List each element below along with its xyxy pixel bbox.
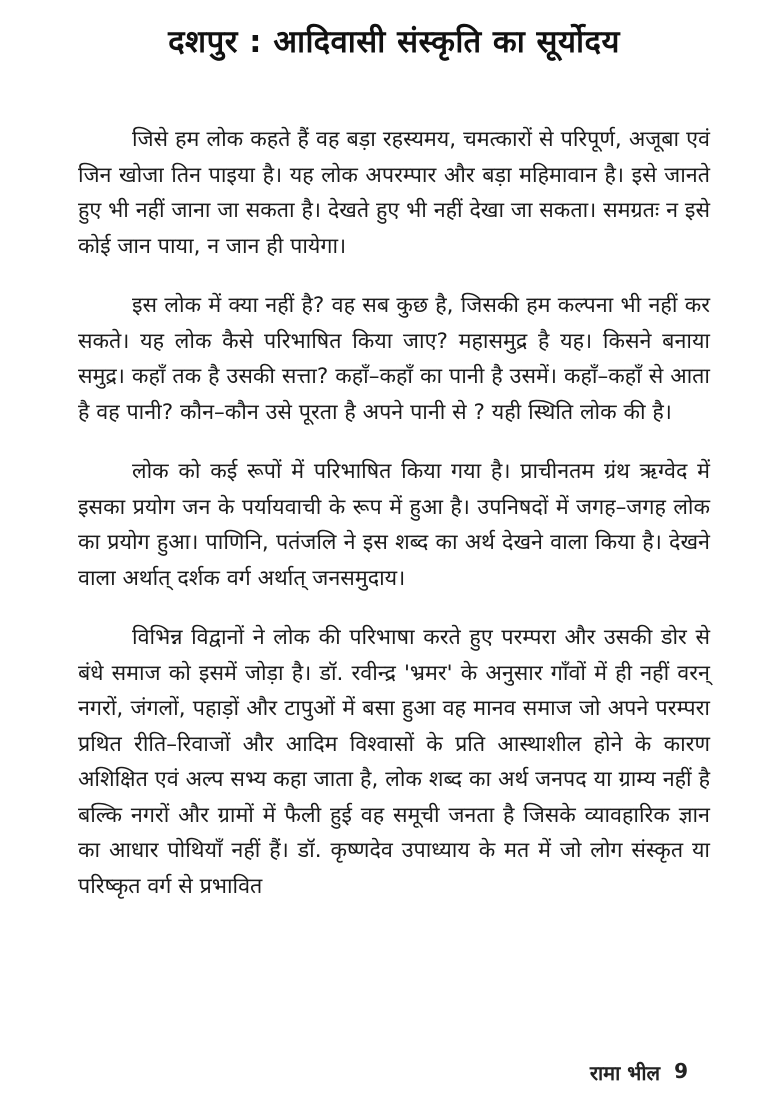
page-number: 9 (674, 1059, 688, 1083)
footer-author: रामा भील (589, 1061, 661, 1085)
paragraph-3: लोक को कई रूपों में परिभाषित किया गया है। प्राचीनतम ग्रंथ ऋग्वेद में इसका प्रयोग जन के पर्यायवाची के रूप में हुआ है। उपनिषदों में जगह–जगह लोक का प्रयोग हुआ। पाणिनि, पतंजलि ने इस शब्द का अर्थ देखने वाला किया है। देखने वाला अर्थात् दर्शक वर्ग अर्थात् जनसमुदाय। (78, 459, 710, 591)
page-footer (590, 1059, 688, 1086)
paragraph-4: विभिन्न विद्वानों ने लोक की परिभाषा करते हुए परम्परा और उसकी डोर से बंधे समाज को इसमें जोड़ा है। डॉ. रवीन्द्र 'भ्रमर' के अनुसार गाँवों में ही नहीं वरन् नगरों, जंगलों, पहाड़ों और टापुओं में बसा हुआ वह मानव समाज जो अपने परम्परा प्रथित रीति–रिवाजों और आदिम विश्वासों के प्रति आस्थाशील होने के कारण अशिक्षित एवं अल्प सभ्य कहा जाता है, लोक शब्द का अर्थ जनपद या ग्राम्य नहीं है बल्कि नगरों और ग्रामों में फैली हुई वह समूची जनता है जिसके व्यावहारिक ज्ञान का आधार पोथियाँ नहीं हैं। डॉ. कृष्णदेव उपाध्याय के मत में जो लोग संस्कृत या परिष्कृत वर्ग से प्रभावित (78, 625, 710, 899)
page-title: दशपुर : आदिवासी संस्कृति का सूर्योदय (168, 24, 620, 60)
paragraph-2: इस लोक में क्या नहीं है? वह सब कुछ है, जिसकी हम कल्पना भी नहीं कर सकते। यह लोक कैसे परिभाषित किया जाए? महासमुद्र है यह। किसने बनाया समुद्र। कहाँ तक है उसकी सत्ता? कहाँ–कहाँ का पानी है उसमें। कहाँ–कहाँ से आता है वह पानी? कौन–कौन उसे पूरता है अपने पानी से ? यही स्थिति लोक की है। (78, 293, 710, 425)
paragraph-1: जिसे हम लोक कहते हैं वह बड़ा रहस्यमय, चमत्कारों से परिपूर्ण, अजूबा एवं जिन खोजा तिन पाइया है। यह लोक अपरम्पार और बड़ा महिमावान है। इसे जानते हुए भी नहीं जाना जा सकता है। देखते हुए भी नहीं देखा जा सकता। समग्रतः न इसे कोई जान पाया, न जान ही पायेगा। (78, 127, 710, 259)
